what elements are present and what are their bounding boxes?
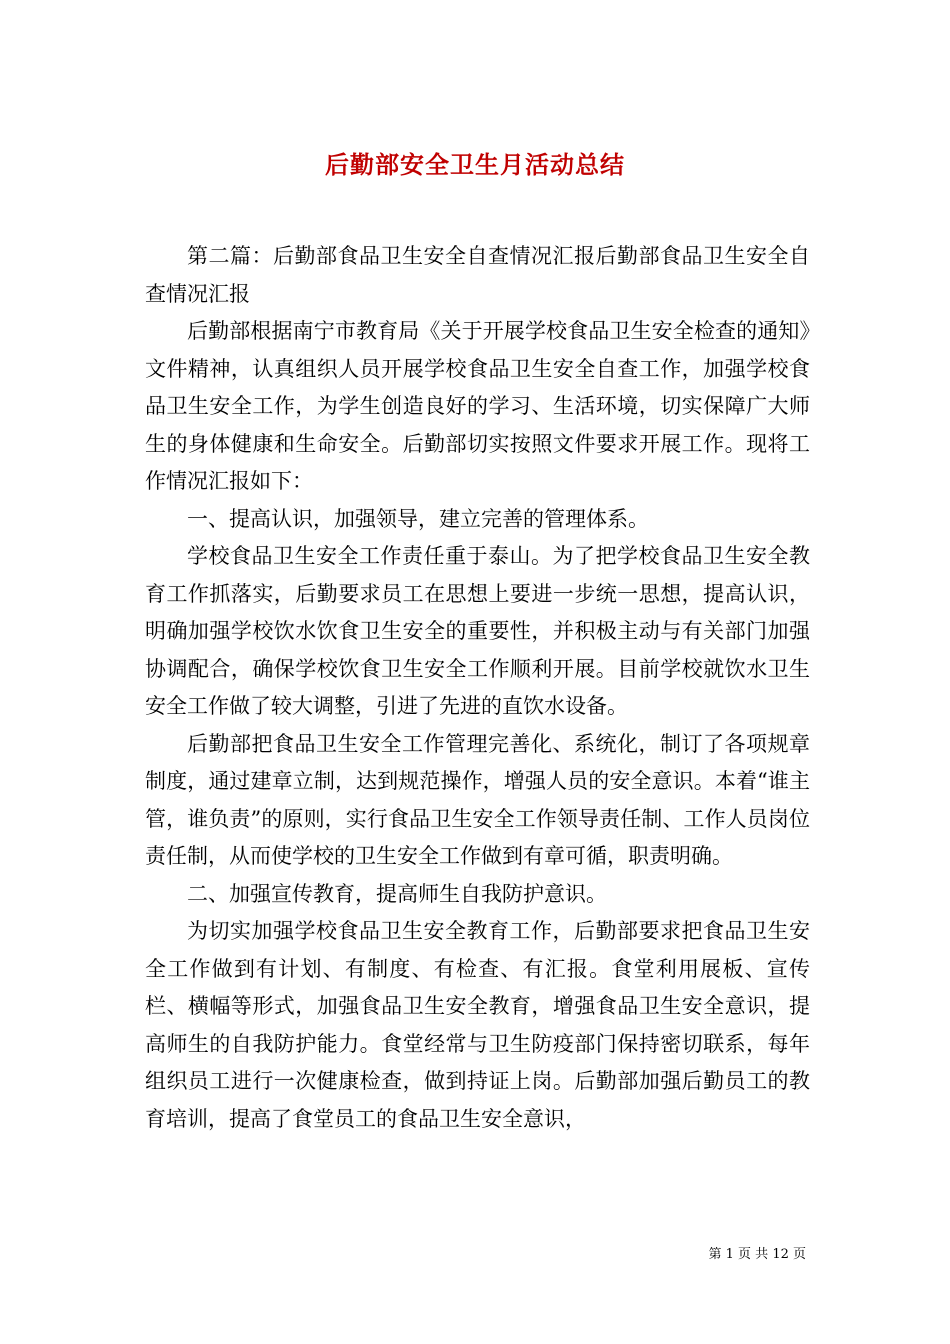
page-number: 第 1 页 共 12 页 <box>708 1247 806 1262</box>
document-body <box>145 238 810 1138</box>
paragraph-management: 后勤部把食品卫生安全工作管理完善化、系统化，制订了各项规章制度，通过建章立制，达到规范操作，增强人员的安全意识。本着“谁主管，谁负责”的原则，实行食品卫生安全工作领导责任制、工作人员岗位责任制，从而使学校的卫生安全工作做到有章可循，职责明确。 <box>145 731 810 868</box>
section-heading-2: 二、加强宣传教育，提高师生自我防护意识。 <box>187 881 607 906</box>
document-title: 后勤部安全卫生月活动总结 <box>325 150 625 180</box>
paragraph-responsibility: 学校食品卫生安全工作责任重于泰山。为了把学校食品卫生安全教育工作抓落实，后勤要求员工在思想上要进一步统一思想，提高认识，明确加强学校饮水饮食卫生安全的重要性，并积极主动与有关部门加强协调配合，确保学校饮食卫生安全工作顺利开展。目前学校就饮水卫生安全工作做了较大调整，引进了先进的直饮水设备。 <box>145 544 810 718</box>
section-heading-1: 一、提高认识，加强领导，建立完善的管理体系。 <box>187 506 649 531</box>
paragraph-heading: 第二篇：后勤部食品卫生安全自查情况汇报后勤部食品卫生安全自查情况汇报 <box>145 244 810 306</box>
paragraph-intro: 后勤部根据南宁市教育局《关于开展学校食品卫生安全检查的通知》文件精神，认真组织人员开展学校食品卫生安全自查工作，加强学校食品卫生安全工作，为学生创造良好的学习、生活环境，切实保障广大师生的身体健康和生命安全。后勤部切实按照文件要求开展工作。现将工作情况汇报如下： <box>145 319 810 493</box>
paragraph-education: 为切实加强学校食品卫生安全教育工作，后勤部要求把食品卫生安全工作做到有计划、有制度、有检查、有汇报。食堂利用展板、宣传栏、横幅等形式，加强食品卫生安全教育，增强食品卫生安全意识，提高师生的自我防护能力。食堂经常与卫生防疫部门保持密切联系，每年组织员工进行一次健康检查，做到持证上岗。后勤部加强后勤员工的教育培训，提高了食堂员工的食品卫生安全意识， <box>145 919 810 1131</box>
